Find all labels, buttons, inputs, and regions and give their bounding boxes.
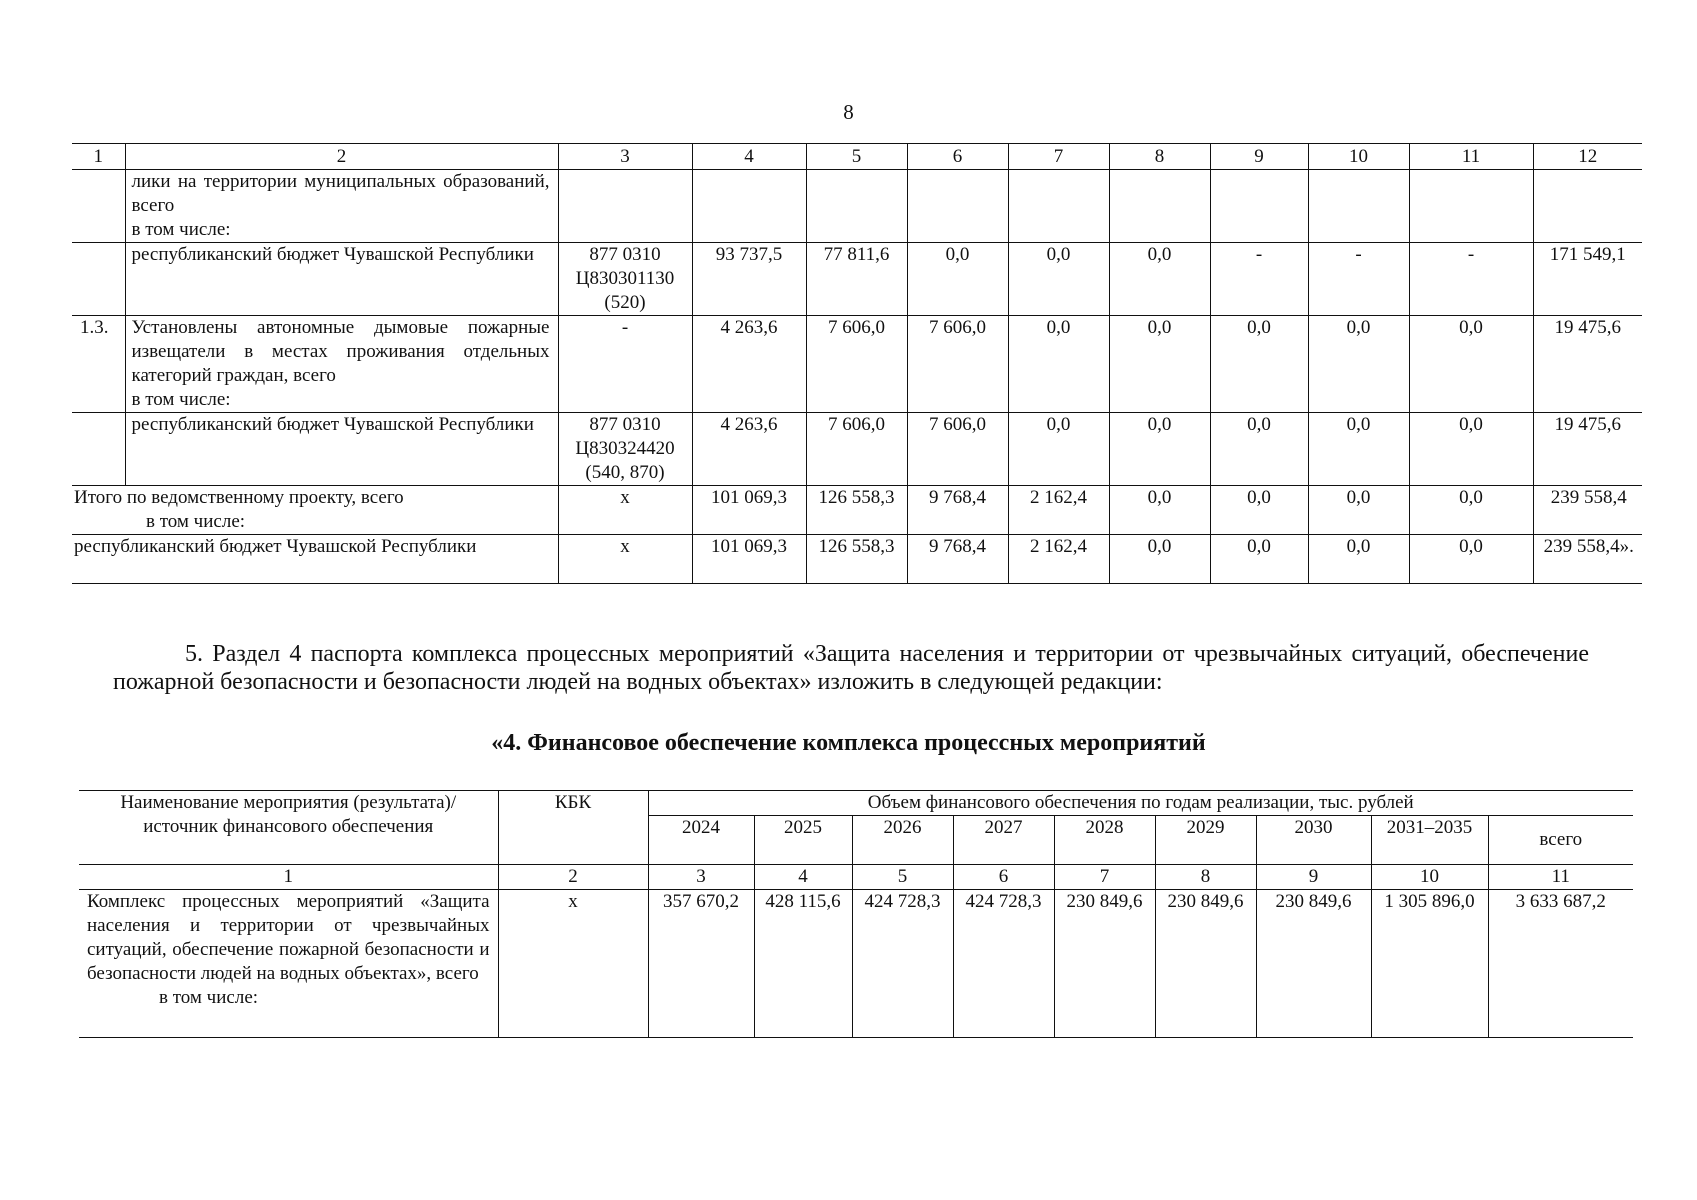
value-cell: 9 768,4 bbox=[907, 486, 1008, 535]
value-cell: 0,0 bbox=[1308, 486, 1409, 535]
kbk-cell: 877 0310 Ц830324420 (540, 870) bbox=[558, 413, 692, 486]
column-number-cell: 6 bbox=[907, 144, 1008, 170]
column-number-row bbox=[72, 144, 1642, 170]
value-cell: 171 549,1 bbox=[1533, 243, 1642, 316]
value-cell bbox=[1533, 170, 1642, 243]
value-cell: 3 633 687,2 bbox=[1488, 890, 1633, 1038]
value-cell: 239 558,4». bbox=[1533, 535, 1642, 584]
value-cell: 19 475,6 bbox=[1533, 316, 1642, 413]
column-number-cell: 4 bbox=[692, 144, 806, 170]
row-name-cell: республиканский бюджет Чувашской Республики bbox=[125, 413, 558, 486]
value-cell: 4 263,6 bbox=[692, 413, 806, 486]
total-row bbox=[72, 535, 1642, 584]
value-cell: 2 162,4 bbox=[1008, 486, 1109, 535]
total-label: Итого по ведомственному проекту, всего bbox=[74, 487, 404, 508]
total-label-cell bbox=[72, 535, 558, 584]
value-cell: 0,0 bbox=[1409, 486, 1533, 535]
value-cell: 239 558,4 bbox=[1533, 486, 1642, 535]
column-number-cell: 7 bbox=[1008, 144, 1109, 170]
value-cell: 0,0 bbox=[1109, 413, 1210, 486]
value-cell: 0,0 bbox=[1409, 316, 1533, 413]
value-cell: 2 162,4 bbox=[1008, 535, 1109, 584]
value-cell: 0,0 bbox=[1008, 316, 1109, 413]
column-number-cell: 7 bbox=[1054, 865, 1155, 890]
column-number-cell: 11 bbox=[1488, 865, 1633, 890]
year-header-cell: всего bbox=[1488, 816, 1633, 865]
year-header-cell: 2024 bbox=[648, 816, 754, 865]
column-number-cell: 8 bbox=[1109, 144, 1210, 170]
total-label: республиканский бюджет Чувашской Республики bbox=[74, 536, 477, 557]
value-cell: 7 606,0 bbox=[806, 316, 907, 413]
row-name-cell: Установлены автономные дымовые пожарные извещатели в местах проживания отдельных категорий граждан, всего в том числе: bbox=[125, 316, 558, 413]
header-row-top bbox=[79, 791, 1633, 816]
kbk-cell: 877 0310 Ц830301130 (520) bbox=[558, 243, 692, 316]
value-cell: - bbox=[1409, 243, 1533, 316]
col-kbk-header: КБК bbox=[498, 791, 648, 865]
section-title: «4. Финансовое обеспечение комплекса процессных мероприятий bbox=[491, 730, 1206, 756]
value-cell: 230 849,6 bbox=[1256, 890, 1371, 1038]
value-cell: 230 849,6 bbox=[1054, 890, 1155, 1038]
value-cell: 0,0 bbox=[1109, 243, 1210, 316]
year-header-cell: 2030 bbox=[1256, 816, 1371, 865]
value-cell: 126 558,3 bbox=[806, 535, 907, 584]
year-header-cell: 2025 bbox=[754, 816, 852, 865]
value-cell: 1 305 896,0 bbox=[1371, 890, 1488, 1038]
year-header-cell: 2028 bbox=[1054, 816, 1155, 865]
column-number-cell: 12 bbox=[1533, 144, 1642, 170]
page-number: 8 bbox=[843, 100, 854, 124]
value-cell: - bbox=[1210, 243, 1308, 316]
table-row bbox=[72, 413, 1642, 486]
value-cell: 357 670,2 bbox=[648, 890, 754, 1038]
value-cell: 0,0 bbox=[1109, 486, 1210, 535]
col-name-header: Наименование мероприятия (результата)/источник финансового обеспечения bbox=[79, 791, 498, 865]
value-cell: 0,0 bbox=[1409, 535, 1533, 584]
value-cell: 77 811,6 bbox=[806, 243, 907, 316]
row-number-cell: 1.3. bbox=[72, 316, 125, 413]
value-cell: 428 115,6 bbox=[754, 890, 852, 1038]
row-number-cell bbox=[72, 413, 125, 486]
row-number-cell bbox=[72, 170, 125, 243]
value-cell: - bbox=[1308, 243, 1409, 316]
year-header-cell: 2031–2035 bbox=[1371, 816, 1488, 865]
kbk-cell: x bbox=[498, 890, 648, 1038]
value-cell: 0,0 bbox=[1210, 486, 1308, 535]
value-cell: 126 558,3 bbox=[806, 486, 907, 535]
value-cell: 0,0 bbox=[1008, 243, 1109, 316]
column-number-cell: 5 bbox=[806, 144, 907, 170]
value-cell: 0,0 bbox=[1109, 535, 1210, 584]
column-number-cell: 10 bbox=[1308, 144, 1409, 170]
total-row bbox=[72, 486, 1642, 535]
project-finance-table bbox=[72, 143, 1642, 584]
year-header-cell: 2027 bbox=[953, 816, 1054, 865]
kbk-cell bbox=[558, 170, 692, 243]
column-number-cell: 2 bbox=[125, 144, 558, 170]
value-cell: 9 768,4 bbox=[907, 535, 1008, 584]
year-header-cell: 2026 bbox=[852, 816, 953, 865]
value-cell: 0,0 bbox=[1008, 413, 1109, 486]
value-cell bbox=[806, 170, 907, 243]
value-cell: 424 728,3 bbox=[852, 890, 953, 1038]
value-cell: 7 606,0 bbox=[907, 413, 1008, 486]
value-cell: 7 606,0 bbox=[907, 316, 1008, 413]
amendment-paragraph: 5. Раздел 4 паспорта комплекса процессных мероприятий «Защита населения и территории от чрезвычайных ситуаций, обеспечение пожарной безопасности и безопасности людей на водных объектах» изложить в следующей редакции: bbox=[113, 641, 1589, 695]
column-number-cell: 10 bbox=[1371, 865, 1488, 890]
table-row bbox=[79, 890, 1633, 1038]
table-row bbox=[72, 243, 1642, 316]
row-name-cell: лики на территории муниципальных образований, всего в том числе: bbox=[125, 170, 558, 243]
row-name-cell: республиканский бюджет Чувашской Республики bbox=[125, 243, 558, 316]
table-row bbox=[72, 316, 1642, 413]
column-number-cell: 2 bbox=[498, 865, 648, 890]
value-cell: 101 069,3 bbox=[692, 535, 806, 584]
value-cell: 0,0 bbox=[1308, 535, 1409, 584]
column-number-cell: 5 bbox=[852, 865, 953, 890]
value-cell: 93 737,5 bbox=[692, 243, 806, 316]
value-cell: 101 069,3 bbox=[692, 486, 806, 535]
value-cell: 0,0 bbox=[1210, 316, 1308, 413]
value-cell: 0,0 bbox=[1409, 413, 1533, 486]
column-number-cell: 8 bbox=[1155, 865, 1256, 890]
row-number-cell bbox=[72, 243, 125, 316]
column-number-cell: 1 bbox=[72, 144, 125, 170]
value-cell bbox=[692, 170, 806, 243]
value-cell bbox=[1008, 170, 1109, 243]
column-number-cell: 1 bbox=[79, 865, 498, 890]
kbk-cell: - bbox=[558, 316, 692, 413]
column-number-cell: 6 bbox=[953, 865, 1054, 890]
column-number-cell: 9 bbox=[1210, 144, 1308, 170]
value-cell bbox=[1109, 170, 1210, 243]
value-cell: 424 728,3 bbox=[953, 890, 1054, 1038]
kbk-cell: x bbox=[558, 486, 692, 535]
row-name-cell bbox=[79, 890, 498, 1038]
value-cell: 19 475,6 bbox=[1533, 413, 1642, 486]
value-cell: 0,0 bbox=[1308, 316, 1409, 413]
value-cell: 7 606,0 bbox=[806, 413, 907, 486]
value-cell: 4 263,6 bbox=[692, 316, 806, 413]
value-cell bbox=[1308, 170, 1409, 243]
value-cell bbox=[907, 170, 1008, 243]
value-cell: 0,0 bbox=[1210, 535, 1308, 584]
complex-finance-table bbox=[79, 790, 1633, 1038]
value-cell: 0,0 bbox=[1210, 413, 1308, 486]
total-sublabel: в том числе: bbox=[146, 511, 246, 532]
column-number-row bbox=[79, 865, 1633, 890]
row-name: Комплекс процессных мероприятий «Защита населения и территории от чрезвычайных ситуаций, обеспечение пожарной безопасности и безопасности людей на водных объектах», всего bbox=[87, 891, 490, 984]
row-sublabel: в том числе: bbox=[159, 987, 259, 1008]
value-cell: 0,0 bbox=[1308, 413, 1409, 486]
column-number-cell: 4 bbox=[754, 865, 852, 890]
year-header-cell: 2029 bbox=[1155, 816, 1256, 865]
value-cell: 0,0 bbox=[1109, 316, 1210, 413]
column-number-cell: 3 bbox=[648, 865, 754, 890]
value-cell bbox=[1409, 170, 1533, 243]
value-cell: 0,0 bbox=[907, 243, 1008, 316]
volume-group-header: Объем финансового обеспечения по годам реализации, тыс. рублей bbox=[648, 791, 1633, 816]
column-number-cell: 9 bbox=[1256, 865, 1371, 890]
column-number-cell: 11 bbox=[1409, 144, 1533, 170]
total-label-cell bbox=[72, 486, 558, 535]
table-row bbox=[72, 170, 1642, 243]
value-cell: 230 849,6 bbox=[1155, 890, 1256, 1038]
kbk-cell: x bbox=[558, 535, 692, 584]
value-cell bbox=[1210, 170, 1308, 243]
column-number-cell: 3 bbox=[558, 144, 692, 170]
